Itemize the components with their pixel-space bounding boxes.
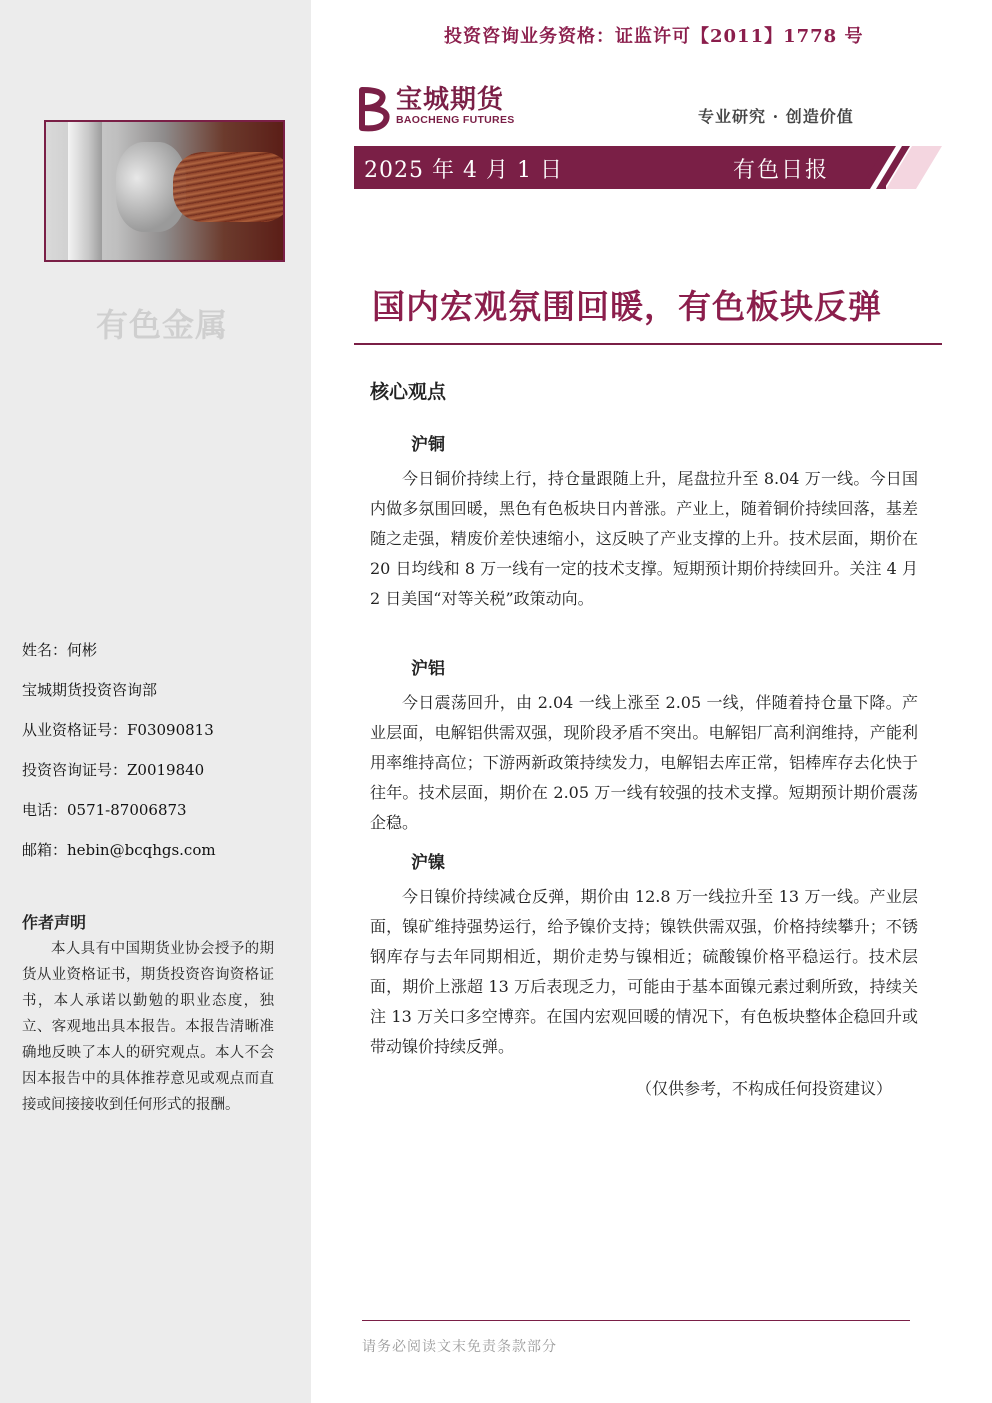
author-dept: 宝城期货投资咨询部 bbox=[22, 681, 158, 699]
logo-cn: 宝城期货 bbox=[396, 85, 505, 115]
author-name: 姓名：何彬 bbox=[22, 641, 98, 659]
reference-note: （仅供参考，不构成任何投资建议） bbox=[636, 1079, 893, 1098]
author-phone: 电话：0571-87006873 bbox=[22, 801, 187, 819]
disclaimer-title: 作者声明 bbox=[22, 913, 87, 932]
sidebar bbox=[0, 0, 311, 1403]
footer-note: 请务必阅读文末免责条款部分 bbox=[362, 1339, 557, 1355]
author-consult-cert: 投资咨询证号：Z0019840 bbox=[22, 761, 205, 779]
page-title: 国内宏观氛围回暖，有色板块反弹 bbox=[372, 287, 882, 326]
title-divider bbox=[354, 343, 942, 345]
section-text-aluminum: 今日震荡回升，由 2.04 一线上涨至 2.05 一线，伴随着持仓量下降。产业层面，电解铝供需双强，现阶段矛盾不突出。电解铝厂高利润维持，产能利用率维持高位；下游两新政策持续发力，电解铝去库正常，铝棒库存去化快于往年。技术层面，期价在 2.05 万一线有较强的技术支撑。短期预计期价震荡企稳。 bbox=[370, 693, 918, 832]
logo-b-icon bbox=[356, 86, 392, 132]
category-label: 有色金属 bbox=[96, 306, 229, 344]
author-info bbox=[22, 630, 216, 870]
logo-en: BAOCHENG FUTURES bbox=[396, 114, 515, 126]
metal-cover-image bbox=[44, 120, 285, 262]
slogan: 专业研究 · 创造价值 bbox=[698, 107, 854, 126]
footer-divider bbox=[362, 1320, 910, 1321]
section-title-copper: 沪铜 bbox=[411, 435, 445, 455]
core-views-heading: 核心观点 bbox=[370, 381, 447, 403]
company-logo bbox=[356, 86, 515, 132]
author-email[interactable]: 邮箱：hebin@bcqhgs.com bbox=[22, 841, 216, 859]
author-qualification: 从业资格证号：F03090813 bbox=[22, 721, 214, 739]
report-date: 2025 年 4 月 1 日 bbox=[364, 158, 563, 183]
disclaimer-text: 本人具有中国期货业协会授予的期货从业资格证书，期货投资咨询资格证书，本人承诺以勤勉的职业态度，独立、客观地出具本报告。本报告清晰准确地反映了本人的研究观点。本人不会因本报告中的具体推荐意见或观点而直接或间接接收到任何形式的报酬。 bbox=[22, 941, 274, 1113]
section-text-nickel: 今日镍价持续减仓反弹，期价由 12.8 万一线拉升至 13 万一线。产业层面，镍矿维持强势运行，给予镍价支持；镍铁供需双强，价格持续攀升；不锈钢库存与去年同期相近，期价走势与镍相近；硫酸镍价格平稳运行。技术层面，期价上涨超 13 万后表现乏力，可能由于基本面镍元素过剩所致，持续关注 13 万关口多空博弈。在国内宏观回暖的情况下，有色板块整体企稳回升或带动镍价持续反弹。 bbox=[370, 887, 918, 1056]
section-title-aluminum: 沪铝 bbox=[411, 659, 445, 679]
banner-stripes-icon bbox=[860, 146, 942, 193]
section-title-nickel: 沪镍 bbox=[411, 853, 445, 873]
section-text-copper: 今日铜价持续上行，持仓量跟随上升，尾盘拉升至 8.04 万一线。今日国内做多氛围回暖，黑色有色板块日内普涨。产业上，随着铜价持续回落，基差随之走强，精废价差快速缩小，这反映了产业支撑的上升。技术层面，期价在 20 日均线和 8 万一线有一定的技术支撑。短期预计期价持续回升。关注 4 月 2 日美国“对等关税”政策动向。 bbox=[370, 469, 918, 608]
report-type: 有色日报 bbox=[733, 158, 830, 183]
license-line: 投资咨询业务资格：证监许可【2011】1778 号 bbox=[444, 26, 864, 47]
